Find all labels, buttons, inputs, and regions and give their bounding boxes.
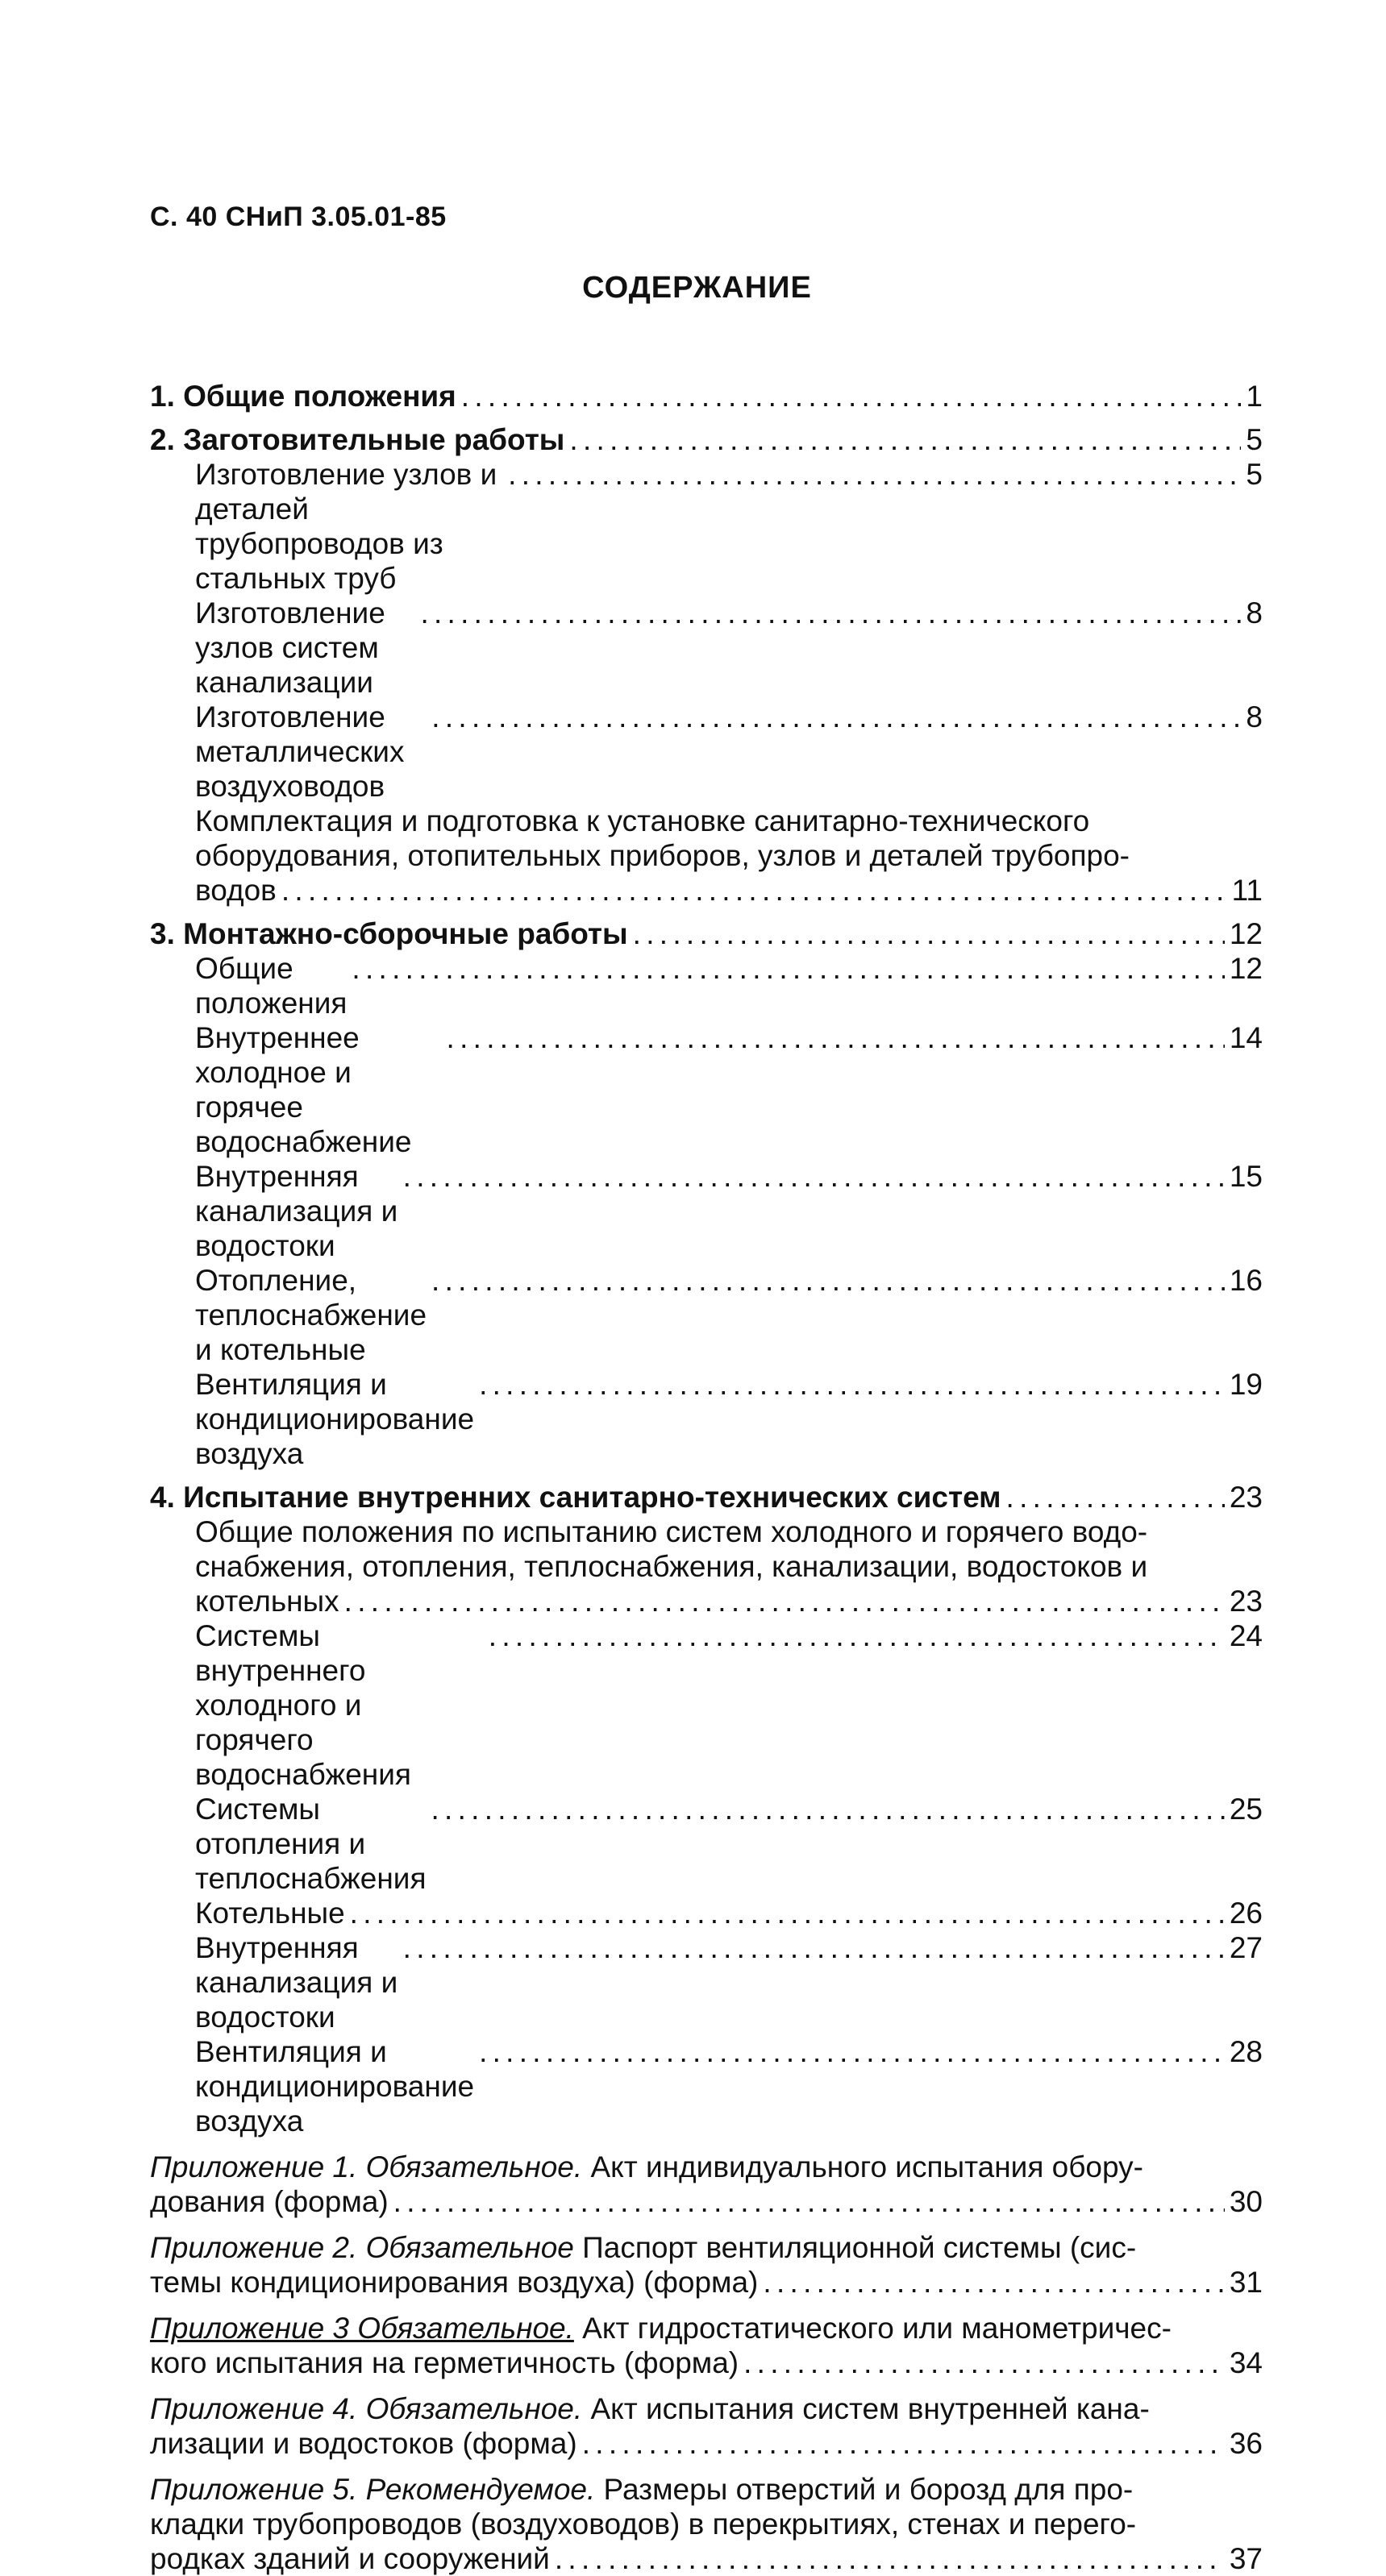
page-number: 11 [1231,874,1263,907]
section-heading: 2. Заготовительные работы [150,423,565,456]
toc-section-2 [150,422,1263,908]
page-header: С. 40 СНиП 3.05.01-85 [150,202,447,232]
entry-label: кого испытания на герметичность (форма) [150,2346,739,2379]
page-number: 23 [1229,1481,1263,1514]
page-number: 12 [1229,917,1263,950]
page-number: 36 [1229,2427,1263,2460]
page-number: 34 [1229,2346,1263,2379]
dot-leader [393,2184,1225,2219]
page-number: 8 [1246,596,1263,629]
entry-label: Вентиляция и кондиционирование воздуха [195,1368,475,1470]
entry-label: Общие положения [195,952,348,1020]
dot-leader [344,1584,1225,1618]
page-number: 1 [1246,380,1263,413]
entry-label: лизации и водостоков (форма) [150,2427,577,2460]
dot-leader [479,2034,1225,2069]
toc-appendix-3[interactable] [150,2311,1263,2380]
toc-entry[interactable] [150,1159,1263,1263]
appendix-title: Размеры отверстий и борозд для про- [595,2473,1134,2506]
appendix-title: Акт индивидуального испытания обору- [582,2150,1143,2183]
entry-label: Изготовление узлов систем канализации [195,596,385,699]
entry-label: Отопление, теплоснабжение и котельные [195,1264,427,1366]
toc-entry[interactable] [150,2034,1263,2138]
dot-leader [489,1618,1225,1653]
page-number: 28 [1229,2035,1263,2068]
toc-entry[interactable] [150,916,1263,951]
page-number: 15 [1229,1160,1263,1193]
entry-last-line [150,1584,1263,1618]
toc-entry[interactable] [150,1792,1263,1896]
section-heading: 1. Общие положения [150,380,456,413]
entry-line: Комплектация и подготовка к установке санитарно-технического [195,804,1090,837]
appendix-title: Паспорт вентиляционной системы (сис- [573,2231,1137,2264]
toc-entry[interactable] [150,951,1263,1020]
toc-entry[interactable] [150,1480,1263,1514]
dot-leader [281,873,1227,908]
page-number: 16 [1229,1264,1263,1297]
appendix-last-line [150,2541,1263,2576]
appendix-last-line [150,2426,1263,2461]
page-number: 14 [1229,1021,1263,1054]
section-heading: 4. Испытание внутренних санитарно-технических систем [150,1481,1001,1514]
page-number: 25 [1229,1793,1263,1826]
toc-appendix-1[interactable] [150,2150,1263,2219]
dot-leader [508,457,1241,492]
toc-entry[interactable] [150,422,1263,457]
entry-label: Изготовление узлов и деталей трубопроводов из стальных труб [195,458,497,595]
page-number: 31 [1229,2266,1263,2299]
toc-entry[interactable] [150,1618,1263,1792]
dot-leader [1006,1480,1225,1514]
dot-leader [350,1896,1225,1930]
entry-label: котельных [195,1585,339,1618]
appendix-title: Акт гидростатического или манометричес- [573,2312,1172,2345]
dot-leader [569,422,1241,457]
appendix-middle-line: кладки трубопроводов (воздуховодов) в перекрытиях, стенах и перего- [150,2507,1137,2541]
toc-section-3 [150,916,1263,1471]
page-number: 8 [1246,700,1263,733]
section-heading: 3. Монтажно-сборочные работы [150,917,628,950]
entry-label: водов [195,874,277,907]
table-of-contents [150,379,1263,2576]
appendix-lead: Приложение 1. Обязательное. [150,2150,583,2183]
entry-label: дования (форма) [150,2185,389,2218]
entry-label: Котельные [195,1897,345,1930]
toc-entry[interactable] [150,1263,1263,1367]
page-number: 24 [1229,1619,1263,1652]
page-number: 5 [1246,458,1263,491]
dot-leader [352,951,1224,986]
entry-last-line [150,873,1263,908]
dot-leader [420,596,1241,630]
dot-leader [633,916,1225,951]
entry-line: Общие положения по испытанию систем холодного и горячего водо- [195,1515,1148,1548]
appendix-first-line [150,2150,1263,2184]
entry-label: Системы внутреннего холодного и горячего водоснабжения [195,1619,411,1791]
toc-entry[interactable] [150,1020,1263,1159]
toc-entry-multiline[interactable] [150,1514,1263,1618]
toc-appendix-4[interactable] [150,2391,1263,2461]
toc-entry[interactable] [150,596,1263,700]
appendix-last-line [150,2345,1263,2380]
contents-title: СОДЕРЖАНИЕ [582,271,812,305]
page-number: 27 [1229,1931,1263,1964]
dot-leader [743,2345,1225,2380]
dot-leader [431,1263,1225,1298]
dot-leader [479,1367,1225,1402]
toc-appendix-5[interactable] [150,2472,1263,2576]
toc-section-1 [150,379,1263,413]
entry-line: оборудования, отопительных приборов, узлов и деталей трубопро- [195,839,1130,872]
entry-label: Вентиляция и кондиционирование воздуха [195,2035,475,2138]
entry-label: темы кондиционирования воздуха) (форма) [150,2266,759,2299]
appendix-last-line [150,2265,1263,2300]
dot-leader [403,1159,1225,1194]
toc-appendix-2[interactable] [150,2230,1263,2300]
dot-leader [431,1792,1224,1826]
appendix-last-line [150,2184,1263,2219]
toc-entry[interactable] [150,1896,1263,1930]
entry-label: Изготовление металлических воздуховодов [195,700,405,803]
appendix-lead: Приложение 5. Рекомендуемое. [150,2473,596,2506]
toc-entry-multiline[interactable] [150,804,1263,908]
toc-entry[interactable] [150,700,1263,804]
appendix-lead: Приложение 4. Обязательное. [150,2392,583,2425]
dot-leader [447,1020,1225,1055]
dot-leader [431,700,1241,734]
entry-label: Внутренняя канализация и водостоки [195,1931,398,2034]
appendix-lead: Приложение 2. Обязательное [150,2231,574,2264]
entry-label: Системы отопления и теплоснабжения [195,1793,427,1895]
toc-entry[interactable] [150,457,1263,596]
page-number: 5 [1246,423,1263,456]
entry-label: Внутренняя канализация и водостоки [195,1160,398,1262]
page-number: 23 [1229,1585,1263,1618]
dot-leader [555,2541,1225,2576]
page-number: 26 [1229,1897,1263,1930]
toc-section-4 [150,1480,1263,2138]
appendix-first-line [150,2311,1263,2345]
entry-label: родках зданий и сооружений [150,2542,550,2575]
page-number: 30 [1229,2185,1263,2218]
dot-leader [763,2265,1224,2300]
dot-leader [582,2426,1225,2461]
page-number: 12 [1229,952,1263,985]
toc-entry[interactable] [150,1930,1263,2034]
appendix-title: Акт испытания систем внутренней кана- [582,2392,1150,2425]
page-number: 19 [1229,1368,1263,1401]
entry-label: Внутреннее холодное и горячее водоснабжение [195,1021,412,1158]
appendix-first-line [150,2230,1263,2265]
appendix-first-line [150,2391,1263,2426]
entry-line: снабжения, отопления, теплоснабжения, канализации, водостоков и [195,1550,1148,1583]
toc-entry[interactable] [150,1367,1263,1471]
appendix-first-line [150,2472,1263,2507]
dot-leader [461,379,1242,413]
page-number: 37 [1229,2542,1263,2575]
appendix-lead: Приложение 3 Обязательное. [150,2312,574,2345]
toc-entry[interactable] [150,379,1263,413]
